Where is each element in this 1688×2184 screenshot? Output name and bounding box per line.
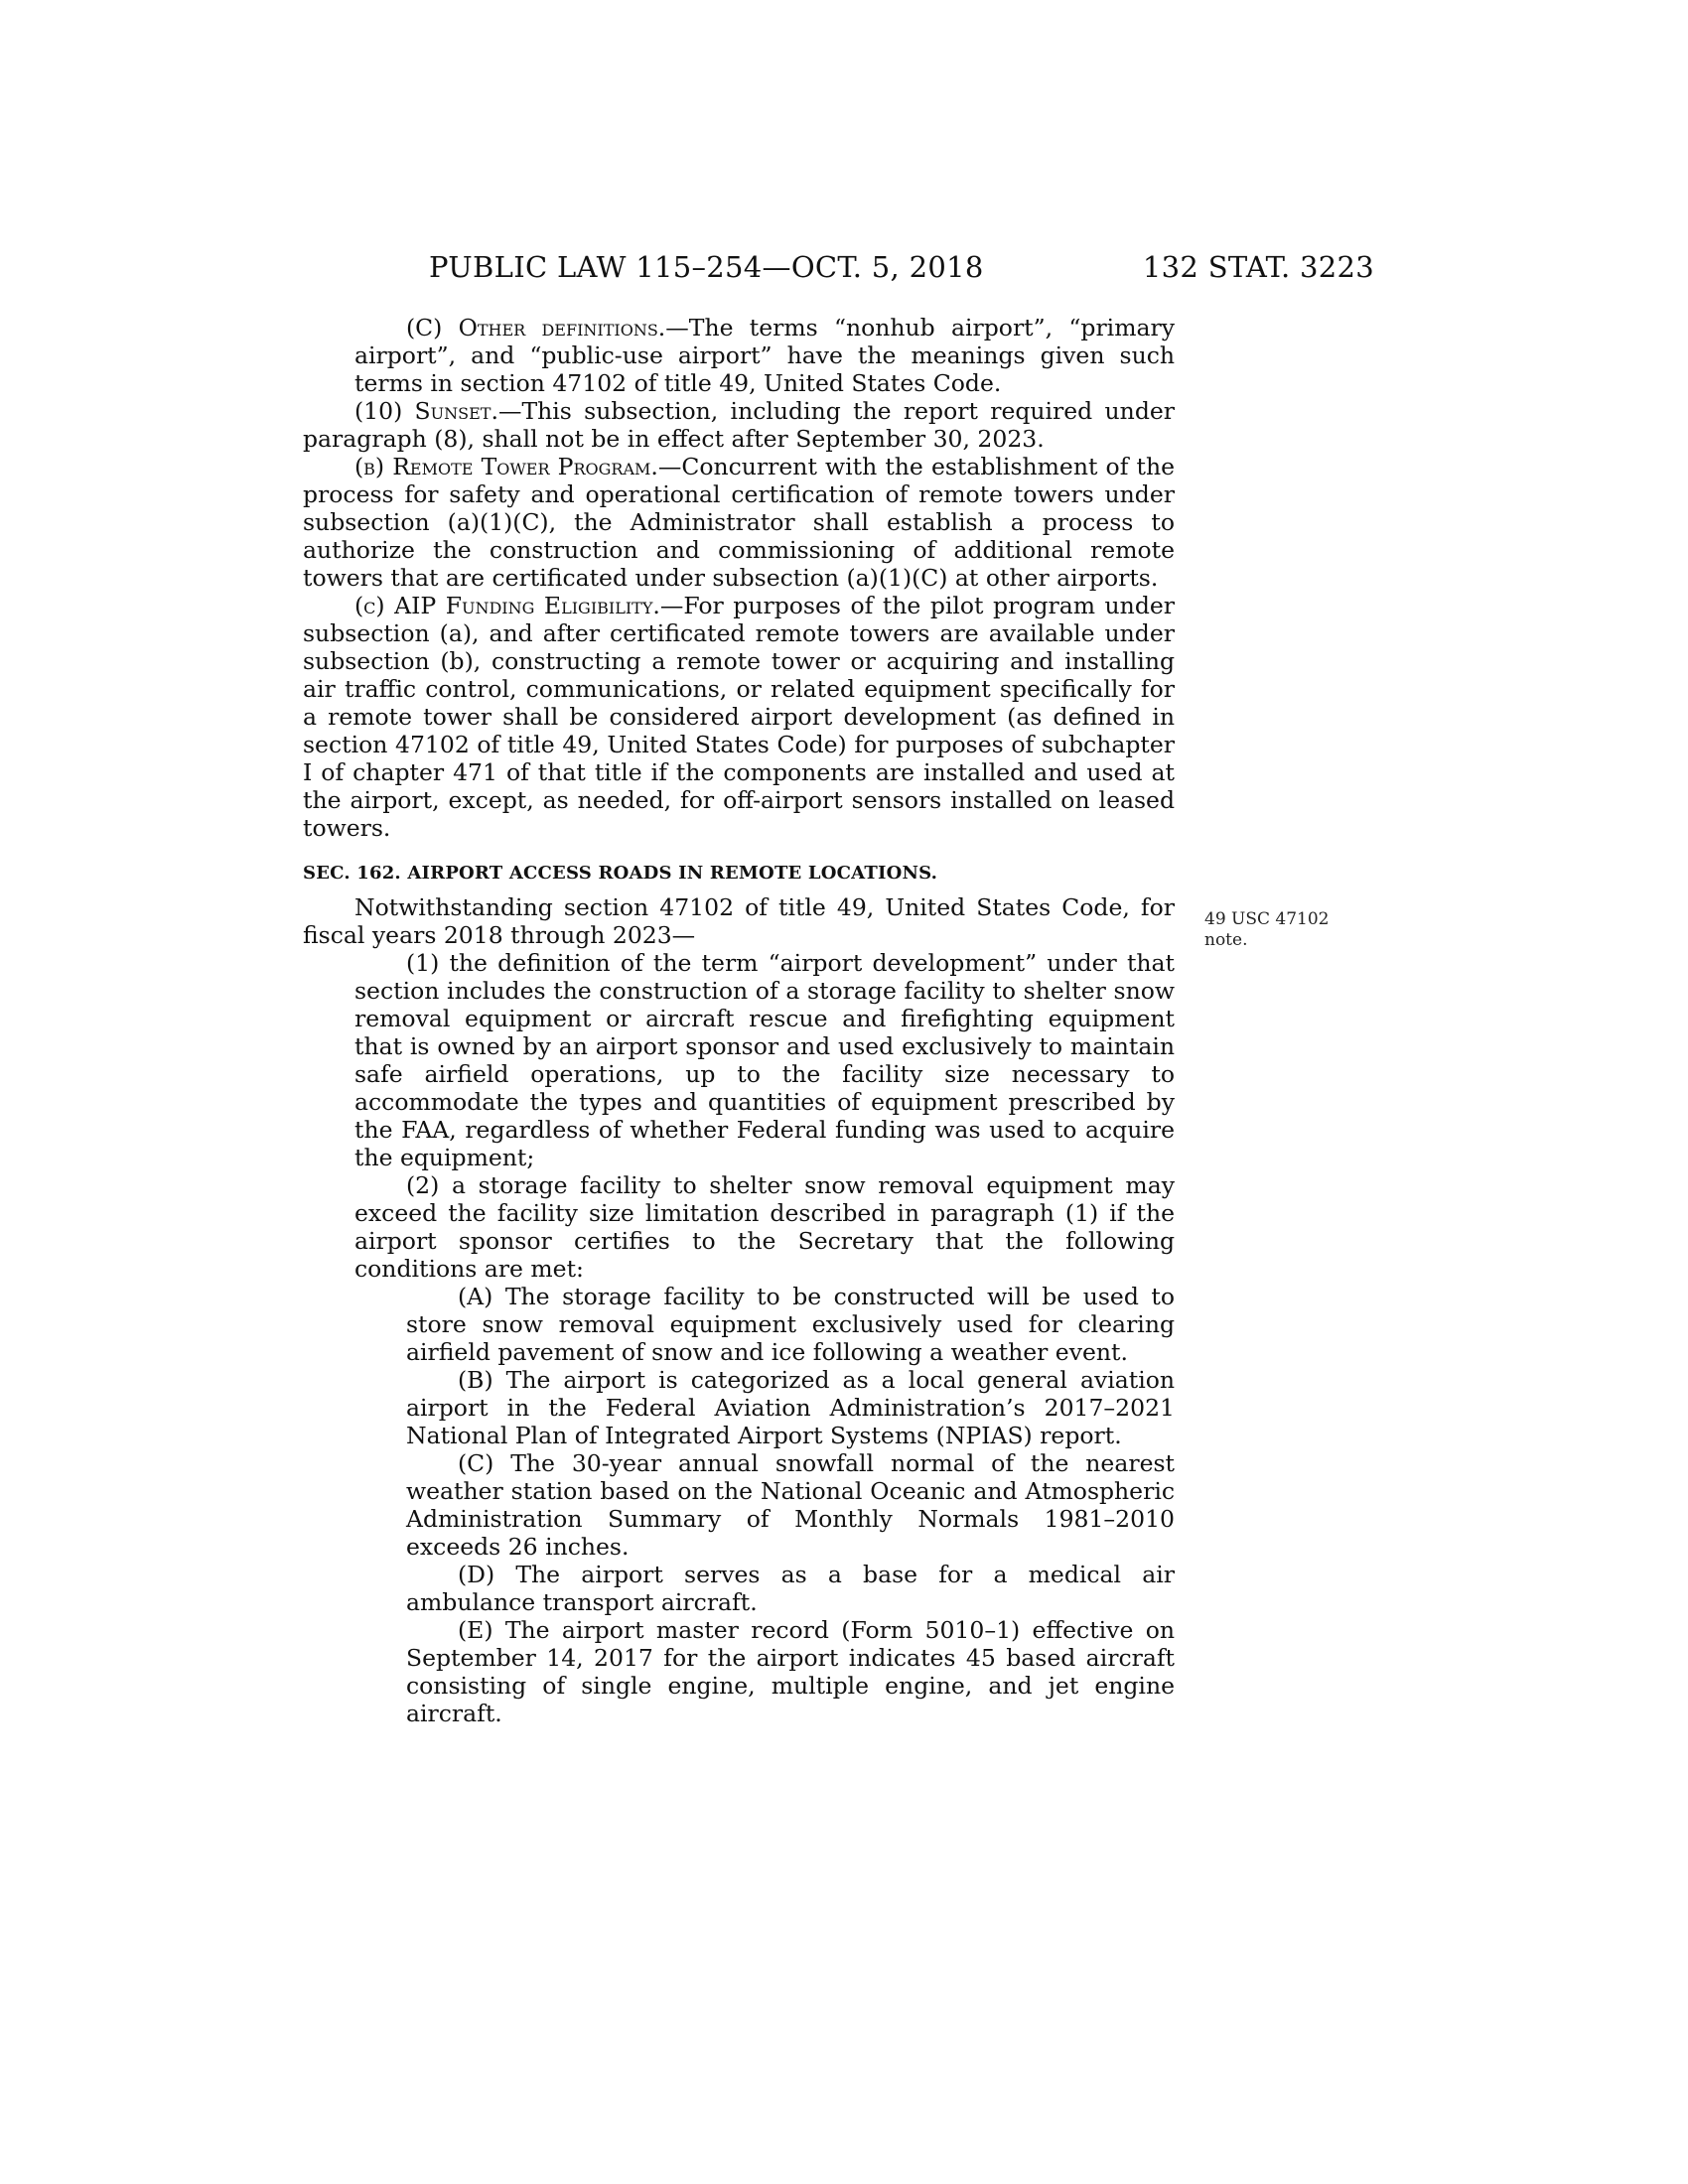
list-item-2: (2) a storage facility to shelter snow removal equipment may exceed the facility size limitation described in paragraph (1) if the airport sponsor certifies to the Secretary that the following conditions are met:: [354, 1171, 1175, 1283]
document-body: [303, 314, 1175, 1727]
header-public-law: PUBLIC LAW 115–254—OCT. 5, 2018: [429, 250, 984, 284]
section-heading: SEC. 162. AIRPORT ACCESS ROADS IN REMOTE LOCATIONS.: [303, 863, 938, 884]
paragraph-text: —Concurrent with the establishment of the process for safety and operational certification of remote towers under subsection (a)(1)(C), the Administrator shall establish a process to authorize the construction and commissioning of additional remote towers that are certificated under subsection (a)(1)(C) at other airports.: [303, 453, 1175, 592]
subitem-b: (B) The airport is categorized as a local general aviation airport in the Federal Aviation Administration’s 2017–2021 National Plan of Integrated Airport Systems (NPIAS) report.: [406, 1366, 1175, 1449]
margin-note: [1204, 909, 1334, 951]
paragraph-heading: (C) Other definitions.: [406, 314, 666, 341]
subitem-a: (A) The storage facility to be constructed will be used to store snow removal equipment exclusively used for clearing airfield pavement of snow and ice following a weather event.: [406, 1283, 1175, 1366]
paragraph-aip-funding: [303, 592, 1175, 842]
subitem-e: (E) The airport master record (Form 5010–1) effective on September 14, 2017 for the airport indicates 45 based aircraft consisting of single engine, multiple engine, and jet engine aircraft.: [406, 1616, 1175, 1727]
paragraph-text: —The terms “nonhub airport”, “primary airport”, and “public-use airport” have the meanings given such terms in section 47102 of title 49, United States Code.: [354, 314, 1175, 397]
paragraph-text: —This subsection, including the report required under paragraph (8), shall not be in effect after September 30, 2023.: [303, 397, 1176, 453]
margin-note-label: note.: [1204, 930, 1248, 950]
paragraph-remote-tower-program: [303, 453, 1175, 592]
section-intro: Notwithstanding section 47102 of title 49, United States Code, for fiscal years 2018 through 2023—: [303, 893, 1175, 949]
subitem-d: (D) The airport serves as a base for a medical air ambulance transport aircraft.: [406, 1561, 1175, 1616]
page-header: [429, 250, 1374, 290]
header-stat-page: 132 STAT. 3223: [1142, 250, 1374, 284]
paragraph-heading: (b) Remote Tower Program.: [354, 453, 658, 480]
paragraph-text: —For purposes of the pilot program under subsection (a), and after certificated remote towers are available under subsection (b), constructing a remote tower or acquiring and installing air traffic control, communications, or related equipment specifically for a remote tower shall be considered airport development (as defined in section 47102 of title 49, United States Code) for purposes of subchapter I of chapter 471 of that title if the components are installed and used at the airport, except, as needed, for off-airport sensors installed on leased towers.: [303, 592, 1175, 842]
list-item-1: (1) the definition of the term “airport development” under that section includes the construction of a storage facility to shelter snow removal equipment or aircraft rescue and firefighting equipment that is owned by an airport sponsor and used exclusively to maintain safe airfield operations, up to the facility size necessary to accommodate the types and quantities of equipment prescribed by the FAA, regardless of whether Federal funding was used to acquire the equipment;: [354, 949, 1175, 1171]
paragraph-sunset: [303, 397, 1175, 453]
paragraph-other-definitions: [303, 314, 1175, 397]
subitem-c: (C) The 30-year annual snowfall normal of the nearest weather station based on the National Oceanic and Atmospheric Administration Summary of Monthly Normals 1981–2010 exceeds 26 inches.: [406, 1449, 1175, 1561]
paragraph-heading: (c) AIP Funding Eligibility.: [354, 592, 660, 619]
margin-note-citation: 49 USC 47102: [1204, 909, 1330, 929]
paragraph-heading: (10) Sunset.: [354, 397, 498, 425]
